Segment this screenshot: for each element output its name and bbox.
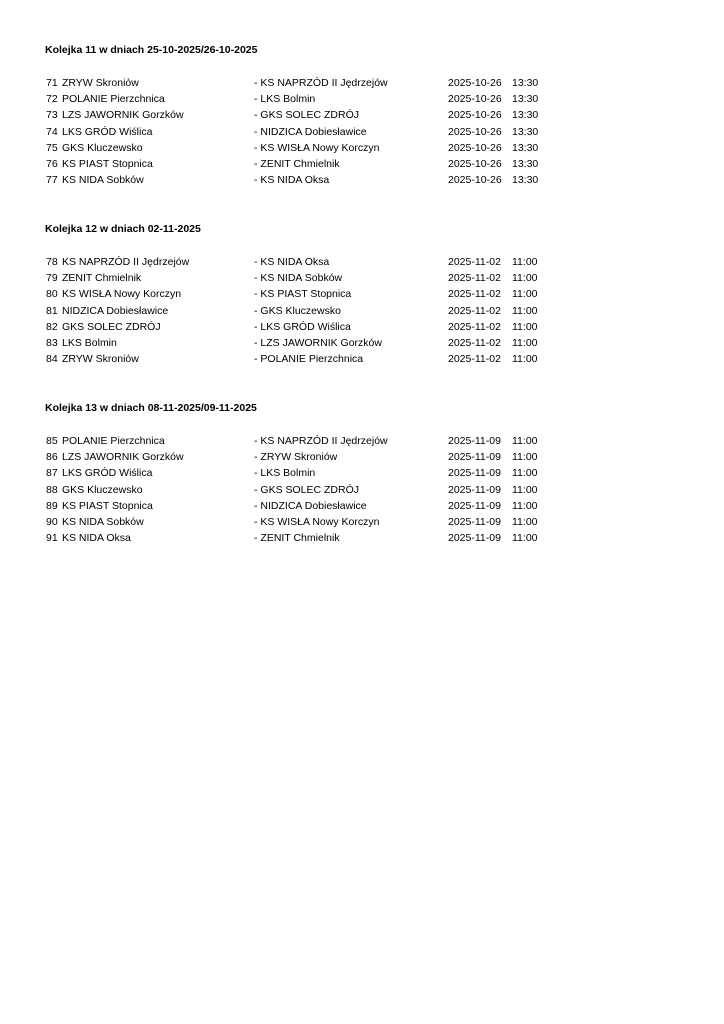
match-number: 72	[46, 93, 58, 106]
match-date: 2025-10-26	[448, 125, 502, 138]
match-date: 2025-10-26	[448, 158, 502, 170]
match-date: 2025-11-02	[448, 288, 501, 301]
home-team: KS PIAST Stopnica	[62, 158, 153, 170]
match-date: 2025-11-02	[448, 353, 501, 366]
match-time: 13:30	[512, 77, 539, 89]
match-date: 2025-10-26	[448, 174, 502, 187]
home-team: LKS GRÓD Wiślica	[62, 467, 153, 480]
match-number: 71	[46, 77, 58, 89]
match-date: 2025-10-26	[448, 93, 502, 106]
away-team: - KS NIDA Oksa	[254, 174, 330, 187]
match-row	[0, 531, 724, 547]
match-number: 83	[46, 337, 58, 349]
match-date: 2025-10-26	[448, 77, 502, 89]
match-number: 88	[46, 483, 58, 496]
match-row	[0, 287, 724, 303]
away-team: - GKS Kluczewsko	[254, 304, 341, 317]
home-team: GKS Kluczewsko	[62, 483, 143, 496]
home-team: KS NAPRZÓD II Jędrzejów	[62, 256, 190, 268]
match-row	[0, 515, 724, 531]
match-time: 13:30	[512, 141, 539, 154]
match-row	[0, 336, 724, 352]
match-date: 2025-11-02	[448, 256, 501, 268]
home-team: KS PIAST Stopnica	[62, 499, 153, 512]
away-team: - KS NIDA Oksa	[254, 256, 330, 268]
away-team: - KS PIAST Stopnica	[254, 288, 352, 301]
match-number: 87	[46, 467, 58, 480]
match-row	[0, 271, 724, 287]
away-team: - LKS Bolmin	[254, 93, 316, 106]
match-date: 2025-11-09	[448, 451, 501, 464]
round-title: Kolejka 13 w dniach 08-11-2025/09-11-2025	[45, 402, 257, 414]
match-row	[0, 304, 724, 320]
home-team: LZS JAWORNIK Gorzków	[62, 109, 184, 122]
match-date: 2025-11-02	[448, 337, 501, 349]
home-team: ZRYW Skroniów	[62, 353, 139, 366]
match-row	[0, 125, 724, 141]
away-team: - GKS SOLEC ZDRÓJ	[254, 483, 360, 496]
match-time: 11:00	[512, 483, 538, 496]
match-row	[0, 450, 724, 466]
home-team: KS NIDA Sobków	[62, 516, 144, 528]
match-row	[0, 352, 724, 368]
home-team: KS NIDA Sobków	[62, 174, 144, 187]
away-team: - POLANIE Pierzchnica	[254, 353, 364, 366]
home-team: GKS SOLEC ZDRÓJ	[62, 320, 161, 333]
home-team: KS NIDA Oksa	[62, 532, 131, 545]
match-time: 11:00	[512, 435, 538, 447]
match-number: 80	[46, 288, 58, 301]
match-number: 89	[46, 499, 58, 512]
match-row	[0, 255, 724, 271]
match-date: 2025-11-09	[448, 516, 501, 528]
match-time: 13:30	[512, 174, 539, 187]
match-time: 11:00	[512, 320, 538, 333]
match-number: 85	[46, 435, 58, 447]
away-team: - LKS Bolmin	[254, 467, 316, 480]
home-team: LKS GRÓD Wiślica	[62, 125, 153, 138]
home-team: ZRYW Skroniów	[62, 77, 139, 89]
home-team: ZENIT Chmielnik	[62, 272, 142, 285]
match-date: 2025-11-09	[448, 532, 501, 545]
match-date: 2025-10-26	[448, 109, 502, 122]
away-team: - ZENIT Chmielnik	[254, 158, 340, 170]
match-date: 2025-10-26	[448, 141, 502, 154]
round-title: Kolejka 12 w dniach 02-11-2025	[45, 223, 201, 235]
match-number: 76	[46, 158, 58, 170]
home-team: LZS JAWORNIK Gorzków	[62, 451, 184, 464]
match-number: 78	[46, 256, 58, 268]
away-team: - GKS SOLEC ZDRÓJ	[254, 109, 360, 122]
match-row	[0, 483, 724, 499]
match-number: 91	[46, 532, 58, 545]
match-time: 11:00	[512, 288, 538, 301]
match-number: 77	[46, 174, 58, 187]
round-title: Kolejka 11 w dniach 25-10-2025/26-10-2025	[45, 44, 258, 56]
match-date: 2025-11-02	[448, 320, 501, 333]
match-number: 73	[46, 109, 58, 122]
match-number: 81	[46, 304, 58, 317]
match-row	[0, 173, 724, 189]
match-date: 2025-11-09	[448, 435, 501, 447]
match-number: 90	[46, 516, 58, 528]
away-team: - KS NAPRZÓD II Jędrzejów	[254, 77, 388, 89]
away-team: - LKS GRÓD Wiślica	[254, 320, 351, 333]
match-row	[0, 76, 724, 92]
match-time: 11:00	[512, 256, 538, 268]
match-time: 11:00	[512, 304, 538, 317]
match-date: 2025-11-02	[448, 272, 501, 285]
match-time: 13:30	[512, 125, 539, 138]
away-team: - ZENIT Chmielnik	[254, 532, 340, 545]
match-time: 11:00	[512, 337, 538, 349]
match-date: 2025-11-09	[448, 483, 501, 496]
away-team: - ZRYW Skroniów	[254, 451, 338, 464]
match-row	[0, 499, 724, 515]
match-time: 11:00	[512, 499, 538, 512]
away-team: - KS NAPRZÓD II Jędrzejów	[254, 435, 388, 447]
match-date: 2025-11-02	[448, 304, 501, 317]
match-time: 13:30	[512, 109, 539, 122]
away-team: - KS NIDA Sobków	[254, 272, 343, 285]
match-time: 11:00	[512, 272, 538, 285]
match-time: 11:00	[512, 516, 538, 528]
match-number: 84	[46, 353, 58, 366]
match-row	[0, 92, 724, 108]
away-team: - NIDZICA Dobiesławice	[254, 499, 367, 512]
match-row	[0, 434, 724, 450]
match-number: 74	[46, 125, 58, 138]
match-number: 82	[46, 320, 58, 333]
match-number: 86	[46, 451, 58, 464]
home-team: NIDZICA Dobiesławice	[62, 304, 169, 317]
away-team: - KS WISŁA Nowy Korczyn	[254, 516, 380, 528]
match-time: 11:00	[512, 467, 538, 480]
home-team: POLANIE Pierzchnica	[62, 93, 165, 106]
away-team: - KS WISŁA Nowy Korczyn	[254, 141, 380, 154]
match-number: 79	[46, 272, 58, 285]
home-team: GKS Kluczewsko	[62, 141, 143, 154]
match-row	[0, 141, 724, 157]
away-team: - LZS JAWORNIK Gorzków	[254, 337, 382, 349]
match-time: 11:00	[512, 532, 538, 545]
match-number: 75	[46, 141, 58, 154]
match-row	[0, 466, 724, 482]
match-date: 2025-11-09	[448, 499, 501, 512]
match-time: 11:00	[512, 353, 538, 366]
match-date: 2025-11-09	[448, 467, 501, 480]
match-time: 13:30	[512, 158, 539, 170]
home-team: POLANIE Pierzchnica	[62, 435, 165, 447]
away-team: - NIDZICA Dobiesławice	[254, 125, 367, 138]
match-row	[0, 108, 724, 124]
home-team: LKS Bolmin	[62, 337, 117, 349]
match-time: 11:00	[512, 451, 538, 464]
home-team: KS WISŁA Nowy Korczyn	[62, 288, 182, 301]
match-row	[0, 157, 724, 173]
match-time: 13:30	[512, 93, 539, 106]
match-row	[0, 320, 724, 336]
